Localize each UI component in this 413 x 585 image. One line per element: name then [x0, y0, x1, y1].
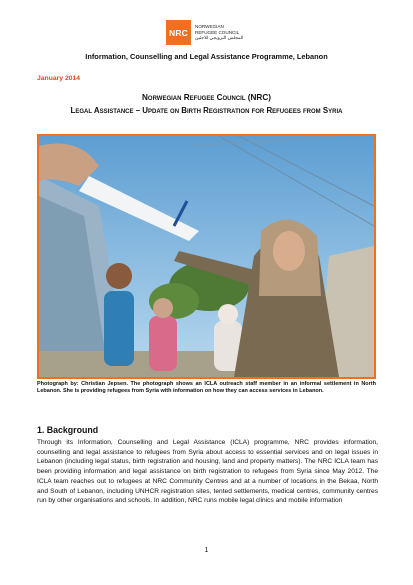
logo-mark: NRC [166, 20, 191, 45]
body-paragraph: Through its Information, Counselling and Legal Assistance (ICLA) programme, NRC provides information, counselling and legal assistance to refugees from Syria about access to essential services and on legal issues in Lebanon (including legal status, birth registration and housing, land and property matters). The NRC ICLA team has been providing information and legal assistance on birth registration to refugees from Syria since May 2012. The ICLA team reaches out to refugees at NRC Community Centres and at a number of locations in the Bekaa, North and South of Lebanon, including UNHCR registration sites, tented settlements, medical centres, community centres run by other organisations and schools. In addition, NRC runs mobile legal clinics and mobile information [37, 439, 378, 505]
logo-line-1: NORWEGIAN [195, 24, 224, 30]
document-title-line-2: Legal Assistance – Update on Birth Registration for Refugees from Syria [70, 106, 343, 115]
logo-text [195, 24, 243, 41]
section-body [37, 438, 378, 506]
nrc-logo [166, 20, 243, 45]
photo-caption: Photograph by: Christian Jepsen. The photograph shows an ICLA outreach staff member in an informal settlement in North Lebanon. She is providing refugees from Syria with information on how they can access services in Lebanon. [37, 381, 376, 395]
page-number: 1 [204, 547, 209, 554]
document-date: January 2014 [37, 75, 81, 82]
cover-photo [37, 134, 376, 379]
logo-line-3: المجلس النرويجي للاجئين [195, 35, 244, 41]
photo-illustration [39, 136, 374, 377]
document-title-line-1: Norwegian Refugee Council (NRC) [142, 93, 271, 102]
section-heading: 1. Background [37, 425, 99, 435]
logo-line-2: REFUGEE COUNCIL [195, 29, 240, 35]
program-title: Information, Counselling and Legal Assistance Programme, Lebanon [85, 52, 328, 61]
